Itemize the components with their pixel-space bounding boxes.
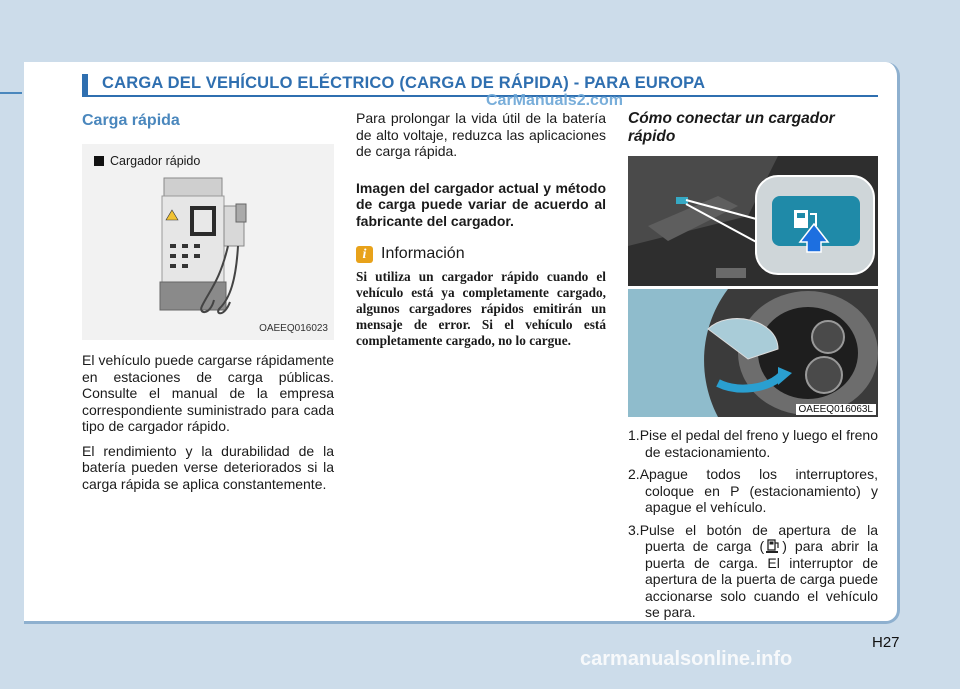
top-left-rule xyxy=(0,92,22,94)
step-item xyxy=(628,466,878,516)
step-number: 1. xyxy=(628,427,640,443)
step-text-after: ) para abrir la puerta de carga. El interruptor de apertura de la puerta de carga puede accionarse solo cuando el vehículo se para. xyxy=(645,538,878,620)
step-number: 3. xyxy=(628,521,640,538)
info-header xyxy=(356,245,606,263)
column-left xyxy=(82,110,334,492)
charge-door-icon xyxy=(764,538,782,554)
step-text-before: Pulse el botón de apertura de la puerta de carga ( xyxy=(639,521,878,554)
info-title: Información xyxy=(381,245,465,262)
paragraph: Para prolongar la vida útil de la batería de alto voltaje, reduzca las aplicaciones de carga rápida. xyxy=(356,110,606,159)
figure-caption xyxy=(94,154,200,168)
info-text: Si utiliza un cargador rápido cuando el vehículo está ya completamente cargado, algunos cargadores rápidos emitirán un mensaje de error. Si el vehículo está completamente cargado, no lo cargue. xyxy=(356,269,606,348)
page-number: H27 xyxy=(872,634,900,651)
interior-photo xyxy=(628,156,878,286)
fast-charger-illustration xyxy=(140,170,270,320)
header-accent-bar xyxy=(82,74,88,96)
header-underline xyxy=(82,95,878,97)
sub-title: Cómo conectar un cargador rápido xyxy=(628,110,835,145)
photo-code: OAEEQ016063L xyxy=(796,404,877,415)
paragraph: El vehículo puede cargarse rápidamente en estaciones de carga públicas. Consulte el manual de la empresa correspondiente suministrado para cada tipo de cargador rápido. xyxy=(82,352,334,434)
square-bullet-icon xyxy=(94,156,104,166)
step-item xyxy=(628,427,878,460)
charge-door-button-illustration xyxy=(628,156,878,286)
paragraph: El rendimiento y la durabilidad de la batería pueden verse deteriorados si la carga rápida se aplica constantemente. xyxy=(82,442,334,492)
watermark-top: CarManuals2.com xyxy=(486,92,623,109)
step-number: 2. xyxy=(628,466,640,482)
info-icon: i xyxy=(356,246,373,263)
figure-caption-text: Cargador rápido xyxy=(110,154,201,168)
charge-port-illustration xyxy=(628,289,878,417)
charge-port-photo xyxy=(628,289,878,417)
step-text: Apague todos los interruptores, coloque en P (estacionamiento) y apague el vehículo. xyxy=(639,466,878,515)
bold-note: Imagen del cargador actual y método de carga puede variar de acuerdo al fabricante del cargador. xyxy=(356,179,606,229)
step-item xyxy=(628,522,878,621)
figure-code: OAEEQ016023 xyxy=(259,323,328,334)
charger-figure xyxy=(82,144,334,340)
section-title: Carga rápida xyxy=(82,112,180,129)
page-header-title: CARGA DEL VEHÍCULO ELÉCTRICO (CARGA DE RÁPIDA) - PARA EUROPA xyxy=(102,74,706,92)
watermark-bottom: carmanualsonline.info xyxy=(580,648,793,670)
column-right xyxy=(628,110,878,627)
column-middle xyxy=(356,110,606,349)
steps-list xyxy=(628,427,878,621)
step-text: Pise el pedal del freno y luego el freno de estacionamiento. xyxy=(639,427,878,460)
